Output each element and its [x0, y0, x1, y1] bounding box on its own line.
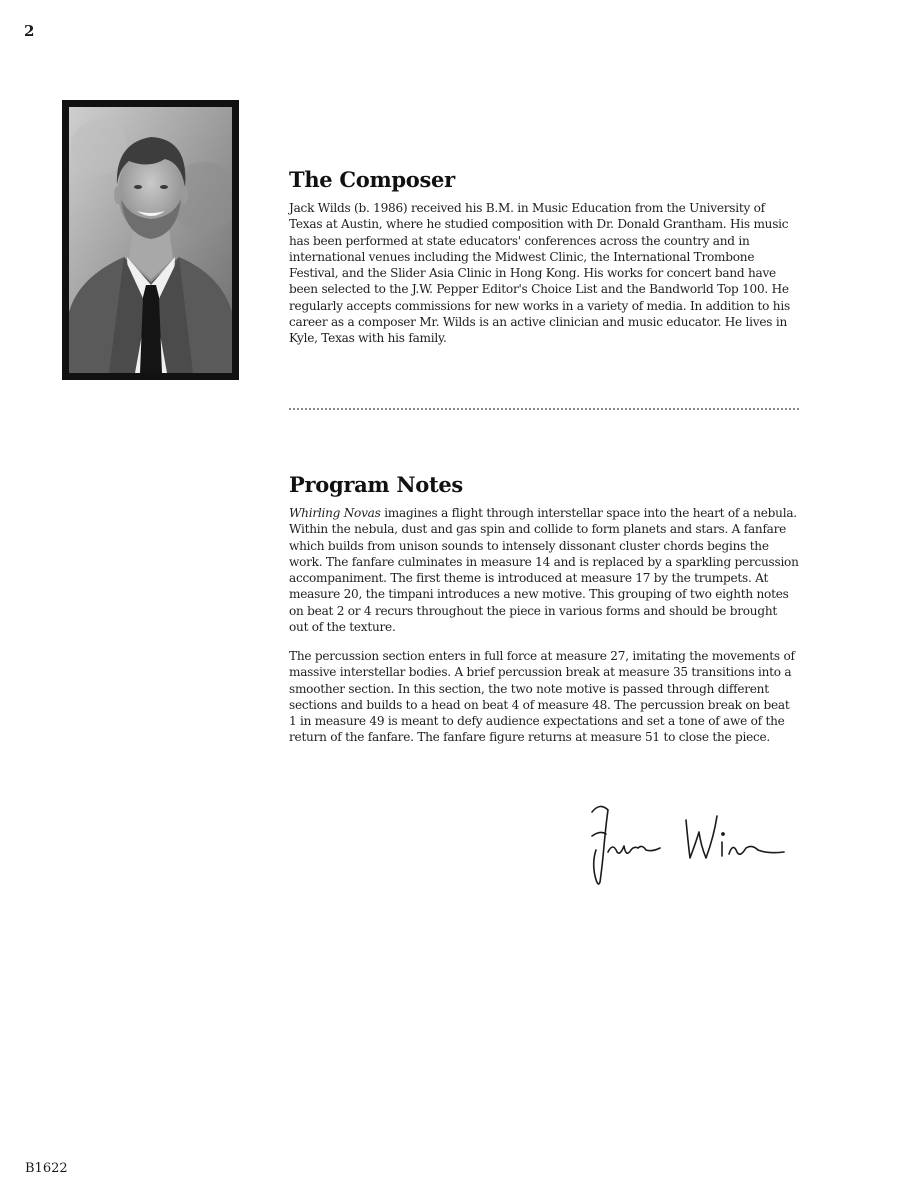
composer-signature	[586, 796, 796, 891]
composer-portrait-image	[69, 107, 232, 373]
program-notes-paragraph-1	[289, 505, 799, 635]
composer-photo	[62, 100, 239, 380]
piece-title: Whirling Novas	[289, 506, 381, 520]
program-notes-heading: Program Notes	[289, 472, 463, 497]
section-divider	[289, 408, 799, 410]
composer-heading: The Composer	[289, 167, 455, 192]
page-number: 2	[24, 22, 35, 40]
program-notes-paragraph-2: The percussion section enters in full force at measure 27, imitating the movements of massive interstellar bodies. A brief percussion break at measure 35 transitions into a smoother section. In this section, the two note motive is passed through different sections and builds to a head on beat 4 of measure 48. The percussion break on beat 1 in measure 49 is meant to defy audience expectations and set a tone of awe of the return of the fanfare. The fanfare figure returns at measure 51 to close the piece.	[289, 649, 795, 745]
composer-bio: Jack Wilds (b. 1986) received his B.M. in Music Education from the University of Texas at Austin, where he studied composition with Dr. Donald Grantham. His music has been performed at state educators' conferences across the country and in international venues including the Midwest Clinic, the International Trombone Festival, and the Slider Asia Clinic in Hong Kong. His works for concert band have been selected to the J.W. Pepper Editor's Choice List and the Bandworld Top 100. He regularly accepts commissions for new works in a variety of media. In addition to his career as a composer Mr. Wilds is an active clinician and music educator. He lives in Kyle, Texas with his family.	[289, 201, 790, 346]
program-notes-paragraph-1-text: imagines a flight through interstellar space into the heart of a nebula. Within the nebula, dust and gas spin and collide to form planets and stars. A fanfare which builds from unison sounds to intensely dissonant cluster chords begins the work. The fanfare culminates in measure 14 and is replaced by a sparkling percussion accompaniment. The first theme is introduced at measure 17 by the trumpets. At measure 20, the timpani introduces a new motive. This grouping of two eighth notes on beat 2 or 4 recurs throughout the piece in various forms and should be brought out of the texture.	[289, 506, 799, 635]
catalog-code: B1622	[25, 1161, 68, 1176]
